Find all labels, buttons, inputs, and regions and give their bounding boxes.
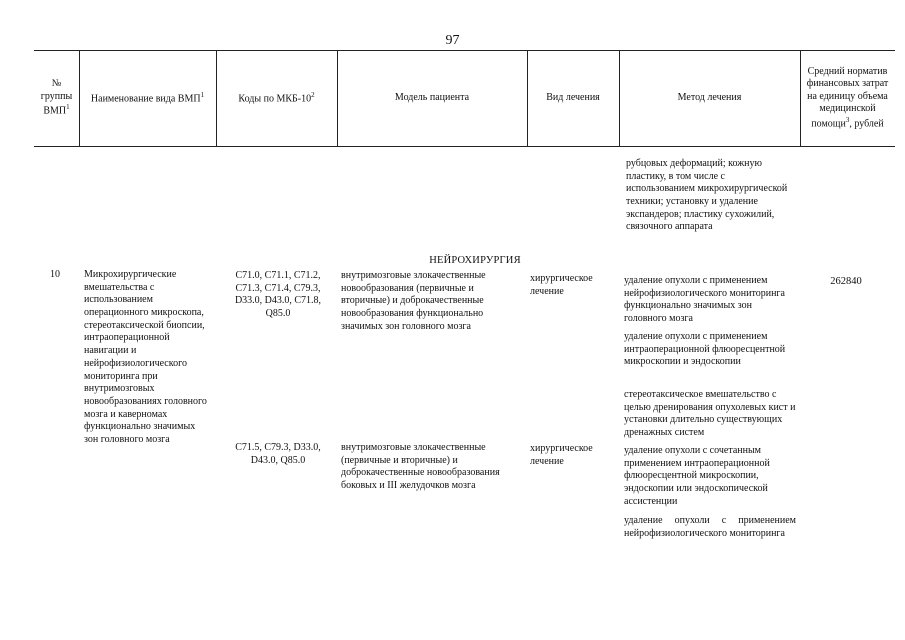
- treatment-method: удаление опухоли с применением интраоперационной флюоресцентной микроскопии и эндоскопии: [624, 331, 786, 368]
- icd-codes: C71.5, C79.3, D33.0, D43.0, Q85.0: [235, 442, 321, 466]
- icd-codes: C71.0, C71.1, C71.2, C71.3, C71.4, C79.3, D33.0, D43.0, C71.8, Q85.0: [234, 270, 322, 320]
- treatment-type: хирургическое лечение: [530, 273, 593, 297]
- header-average-cost: Средний норматив финансовых затрат на единицу объема медицинской помощи$^3$, рублей: [806, 65, 889, 129]
- header-treatment-type: Вид лечения: [546, 91, 600, 103]
- treatment-method: удаление опухоли с сочетанным применением интраоперационной флюоресцентной микроскопии, эндоскопии или эндоскопической ассистенции: [624, 445, 770, 507]
- treatment-method: удаление опухоли с применением нейрофизиологического мониторинга: [624, 515, 796, 539]
- treatment-method: удаление опухоли с применением нейрофизиологического мониторинга функционально значимых зон головного мозга: [624, 275, 785, 325]
- treatment-method: стереотаксическое вмешательство с целью дренирования опухолевых кист и установки длительно существующих дренажных систем: [624, 389, 796, 439]
- patient-model: внутримозговые злокачественные новообразования (первичные и вторичные) и доброкачественные новообразования функционально значимых зон головного мозга: [341, 270, 486, 332]
- continuation-method-text: рубцовых деформаций; кожную пластику, в том числе с использованием микрохирургической техники; установку и удаление экспандеров; пластику сухожилий, связочного аппарата: [626, 158, 788, 233]
- vmp-name: Микрохирургические вмешательства с использованием операционного микроскопа, стереотаксической биопсии, интраоперационной навигации и нейрофизиологического мониторинга при внутримозговых новообразованиях головного мозга и каверномах функционально значимых зон головного мозга: [84, 269, 207, 445]
- header-group-number: № группы ВМП$^1$: [40, 78, 73, 117]
- average-cost: 262840: [830, 276, 862, 287]
- header-vmp-name: Наименование вида ВМП$^1$: [90, 90, 205, 104]
- header-icd-codes: Коды по МКБ-$10^2$: [238, 90, 315, 104]
- header-patient-model: Модель пациента: [394, 91, 470, 103]
- section-title: НЕЙРОХИРУРГИЯ: [429, 255, 521, 266]
- header-bottom-rule: [34, 146, 895, 147]
- treatment-type: хирургическое лечение: [530, 443, 593, 467]
- page-number: 97: [445, 33, 460, 48]
- header-treatment-method: Метод лечения: [677, 91, 742, 103]
- patient-model: внутримозговые злокачественные (первичные и вторичные) и доброкачественные новообразования боковых и III желудочков мозга: [341, 442, 500, 492]
- group-number: 10: [50, 269, 60, 280]
